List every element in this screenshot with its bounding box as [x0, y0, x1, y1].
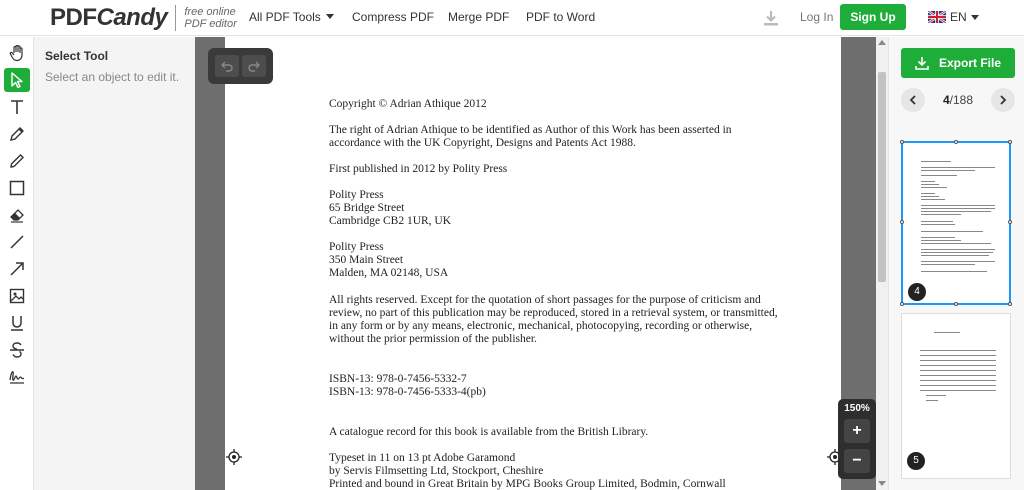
text-tool[interactable] — [4, 95, 30, 119]
hand-tool[interactable] — [4, 41, 30, 65]
page-text-line[interactable]: Typeset in 11 on 13 pt Adobe Garamond — [329, 452, 516, 464]
page-text-line[interactable]: in any form or by any means, electronic, mechanical, photocopying, recording or otherwise, — [329, 320, 753, 332]
page-text-line[interactable]: Cambridge CB2 1UR, UK — [329, 215, 452, 227]
nav-compress-pdf[interactable]: Compress PDF — [352, 10, 435, 24]
arrow-tool[interactable] — [4, 257, 30, 281]
thumbnail-page-number: 5 — [907, 452, 925, 470]
undo-icon — [220, 59, 234, 73]
zoom-out-button[interactable]: − — [844, 449, 870, 473]
undo-button[interactable] — [215, 55, 239, 77]
download-icon — [915, 56, 929, 70]
underline-tool[interactable] — [4, 311, 30, 335]
line-tool[interactable] — [4, 230, 30, 254]
eraser-icon — [8, 206, 26, 224]
next-page-button[interactable] — [991, 88, 1015, 112]
export-file-button[interactable]: Export File — [901, 48, 1015, 78]
page-text-line[interactable]: 65 Bridge Street — [329, 202, 405, 214]
logo[interactable] — [50, 4, 237, 32]
page-text-line[interactable]: review, no part of this publication may be reproduced, stored in a retrieval system, or transmitted, — [329, 307, 778, 319]
page-text-line[interactable]: accordance with the UK Copyright, Designs and Patents Act 1988. — [329, 137, 636, 149]
page-text-line[interactable]: A catalogue record for this book is available from the British Library. — [329, 426, 649, 438]
language-selector[interactable]: EN — [928, 10, 979, 24]
tool-options-panel — [34, 37, 195, 490]
logo-text: PDFCandy — [50, 4, 168, 31]
page-text-line[interactable]: Malden, MA 02148, USA — [329, 267, 449, 279]
scroll-thumb[interactable] — [878, 72, 886, 282]
viewer-scrollbar[interactable] — [876, 37, 888, 490]
select-tool[interactable] — [4, 68, 30, 92]
zoom-in-button[interactable]: + — [844, 419, 870, 443]
tools-toolbar — [0, 37, 34, 490]
page-text-line[interactable]: First published in 2012 by Polity Press — [329, 163, 508, 175]
pages-sidebar — [888, 37, 1024, 490]
pencil-icon — [8, 152, 26, 170]
zoom-level: 150% — [844, 403, 870, 414]
pen-tool[interactable] — [4, 122, 30, 146]
pen-icon — [8, 125, 26, 143]
page-text-line[interactable]: Polity Press — [329, 241, 384, 253]
logo-divider — [175, 5, 176, 31]
logo-tagline: free online PDF editor — [184, 6, 237, 30]
download-icon[interactable] — [762, 9, 780, 27]
thumbnail-page-number: 4 — [908, 283, 926, 301]
nav-all-pdf-tools[interactable]: All PDF Tools — [249, 10, 334, 24]
signature-tool[interactable] — [4, 365, 30, 389]
chevron-down-icon — [326, 14, 334, 19]
page-navigator — [901, 88, 1015, 112]
redo-icon — [247, 59, 261, 73]
strikethrough-tool[interactable] — [4, 338, 30, 362]
page-text-line[interactable]: Printed and bound in Great Britain by MPG Books Group Limited, Bodmin, Cornwall — [329, 478, 726, 490]
rectangle-icon — [8, 179, 26, 197]
top-header — [0, 0, 1024, 36]
hand-icon — [8, 44, 26, 62]
crosshair-handle-icon[interactable] — [226, 449, 242, 465]
nav-pdf-to-word[interactable]: PDF to Word — [526, 10, 596, 24]
page-text-line[interactable]: ISBN-13: 978-0-7456-5332-7 — [329, 373, 467, 385]
text-icon — [8, 98, 26, 116]
document-viewer[interactable] — [195, 37, 876, 490]
page-text-line[interactable]: Copyright © Adrian Athique 2012 — [329, 98, 487, 110]
chevron-right-icon — [998, 95, 1008, 105]
page-text-line[interactable]: by Servis Filmsetting Ltd, Stockport, Cheshire — [329, 465, 544, 477]
signature-icon — [8, 368, 26, 386]
underline-icon — [8, 314, 26, 332]
pdf-page[interactable] — [225, 37, 841, 490]
page-text-line[interactable]: 350 Main Street — [329, 254, 404, 266]
pencil-tool[interactable] — [4, 149, 30, 173]
image-tool[interactable] — [4, 284, 30, 308]
page-text-line[interactable]: ISBN-13: 978-0-7456-5333-4(pb) — [329, 386, 486, 398]
uk-flag-icon — [928, 11, 946, 23]
login-link[interactable]: Log In — [800, 10, 834, 24]
page-thumbnails — [889, 127, 1024, 490]
panel-hint: Select an object to edit it. — [45, 70, 180, 84]
zoom-controls — [838, 399, 876, 479]
nav-merge-pdf[interactable]: Merge PDF — [448, 10, 510, 24]
page-counter: 4/188 — [942, 93, 974, 107]
scroll-up-arrow-icon[interactable] — [878, 40, 886, 45]
page-text-line[interactable]: The right of Adrian Athique to be identified as Author of this Work has been asserted in — [329, 124, 732, 136]
line-icon — [8, 233, 26, 251]
image-icon — [8, 287, 26, 305]
prev-page-button[interactable] — [901, 88, 925, 112]
strikethrough-icon — [8, 341, 26, 359]
chevron-down-icon — [971, 15, 979, 20]
page-thumbnail[interactable] — [901, 141, 1011, 305]
redo-button[interactable] — [242, 55, 266, 77]
page-text-line[interactable]: All rights reserved. Except for the quotation of short passages for the purpose of criticism and — [329, 294, 761, 306]
panel-title: Select Tool — [45, 49, 109, 63]
page-text-line[interactable]: Polity Press — [329, 189, 384, 201]
arrow-icon — [8, 260, 26, 278]
rectangle-tool[interactable] — [4, 176, 30, 200]
page-text-line[interactable]: without the prior permission of the publisher. — [329, 333, 537, 345]
signup-button[interactable]: Sign Up — [840, 4, 906, 30]
chevron-left-icon — [908, 95, 918, 105]
page-thumbnail[interactable] — [901, 313, 1011, 479]
select-arrow-icon — [8, 71, 26, 89]
undo-redo-toolbar — [208, 48, 273, 84]
eraser-tool[interactable] — [4, 203, 30, 227]
scroll-down-arrow-icon[interactable] — [878, 481, 886, 486]
